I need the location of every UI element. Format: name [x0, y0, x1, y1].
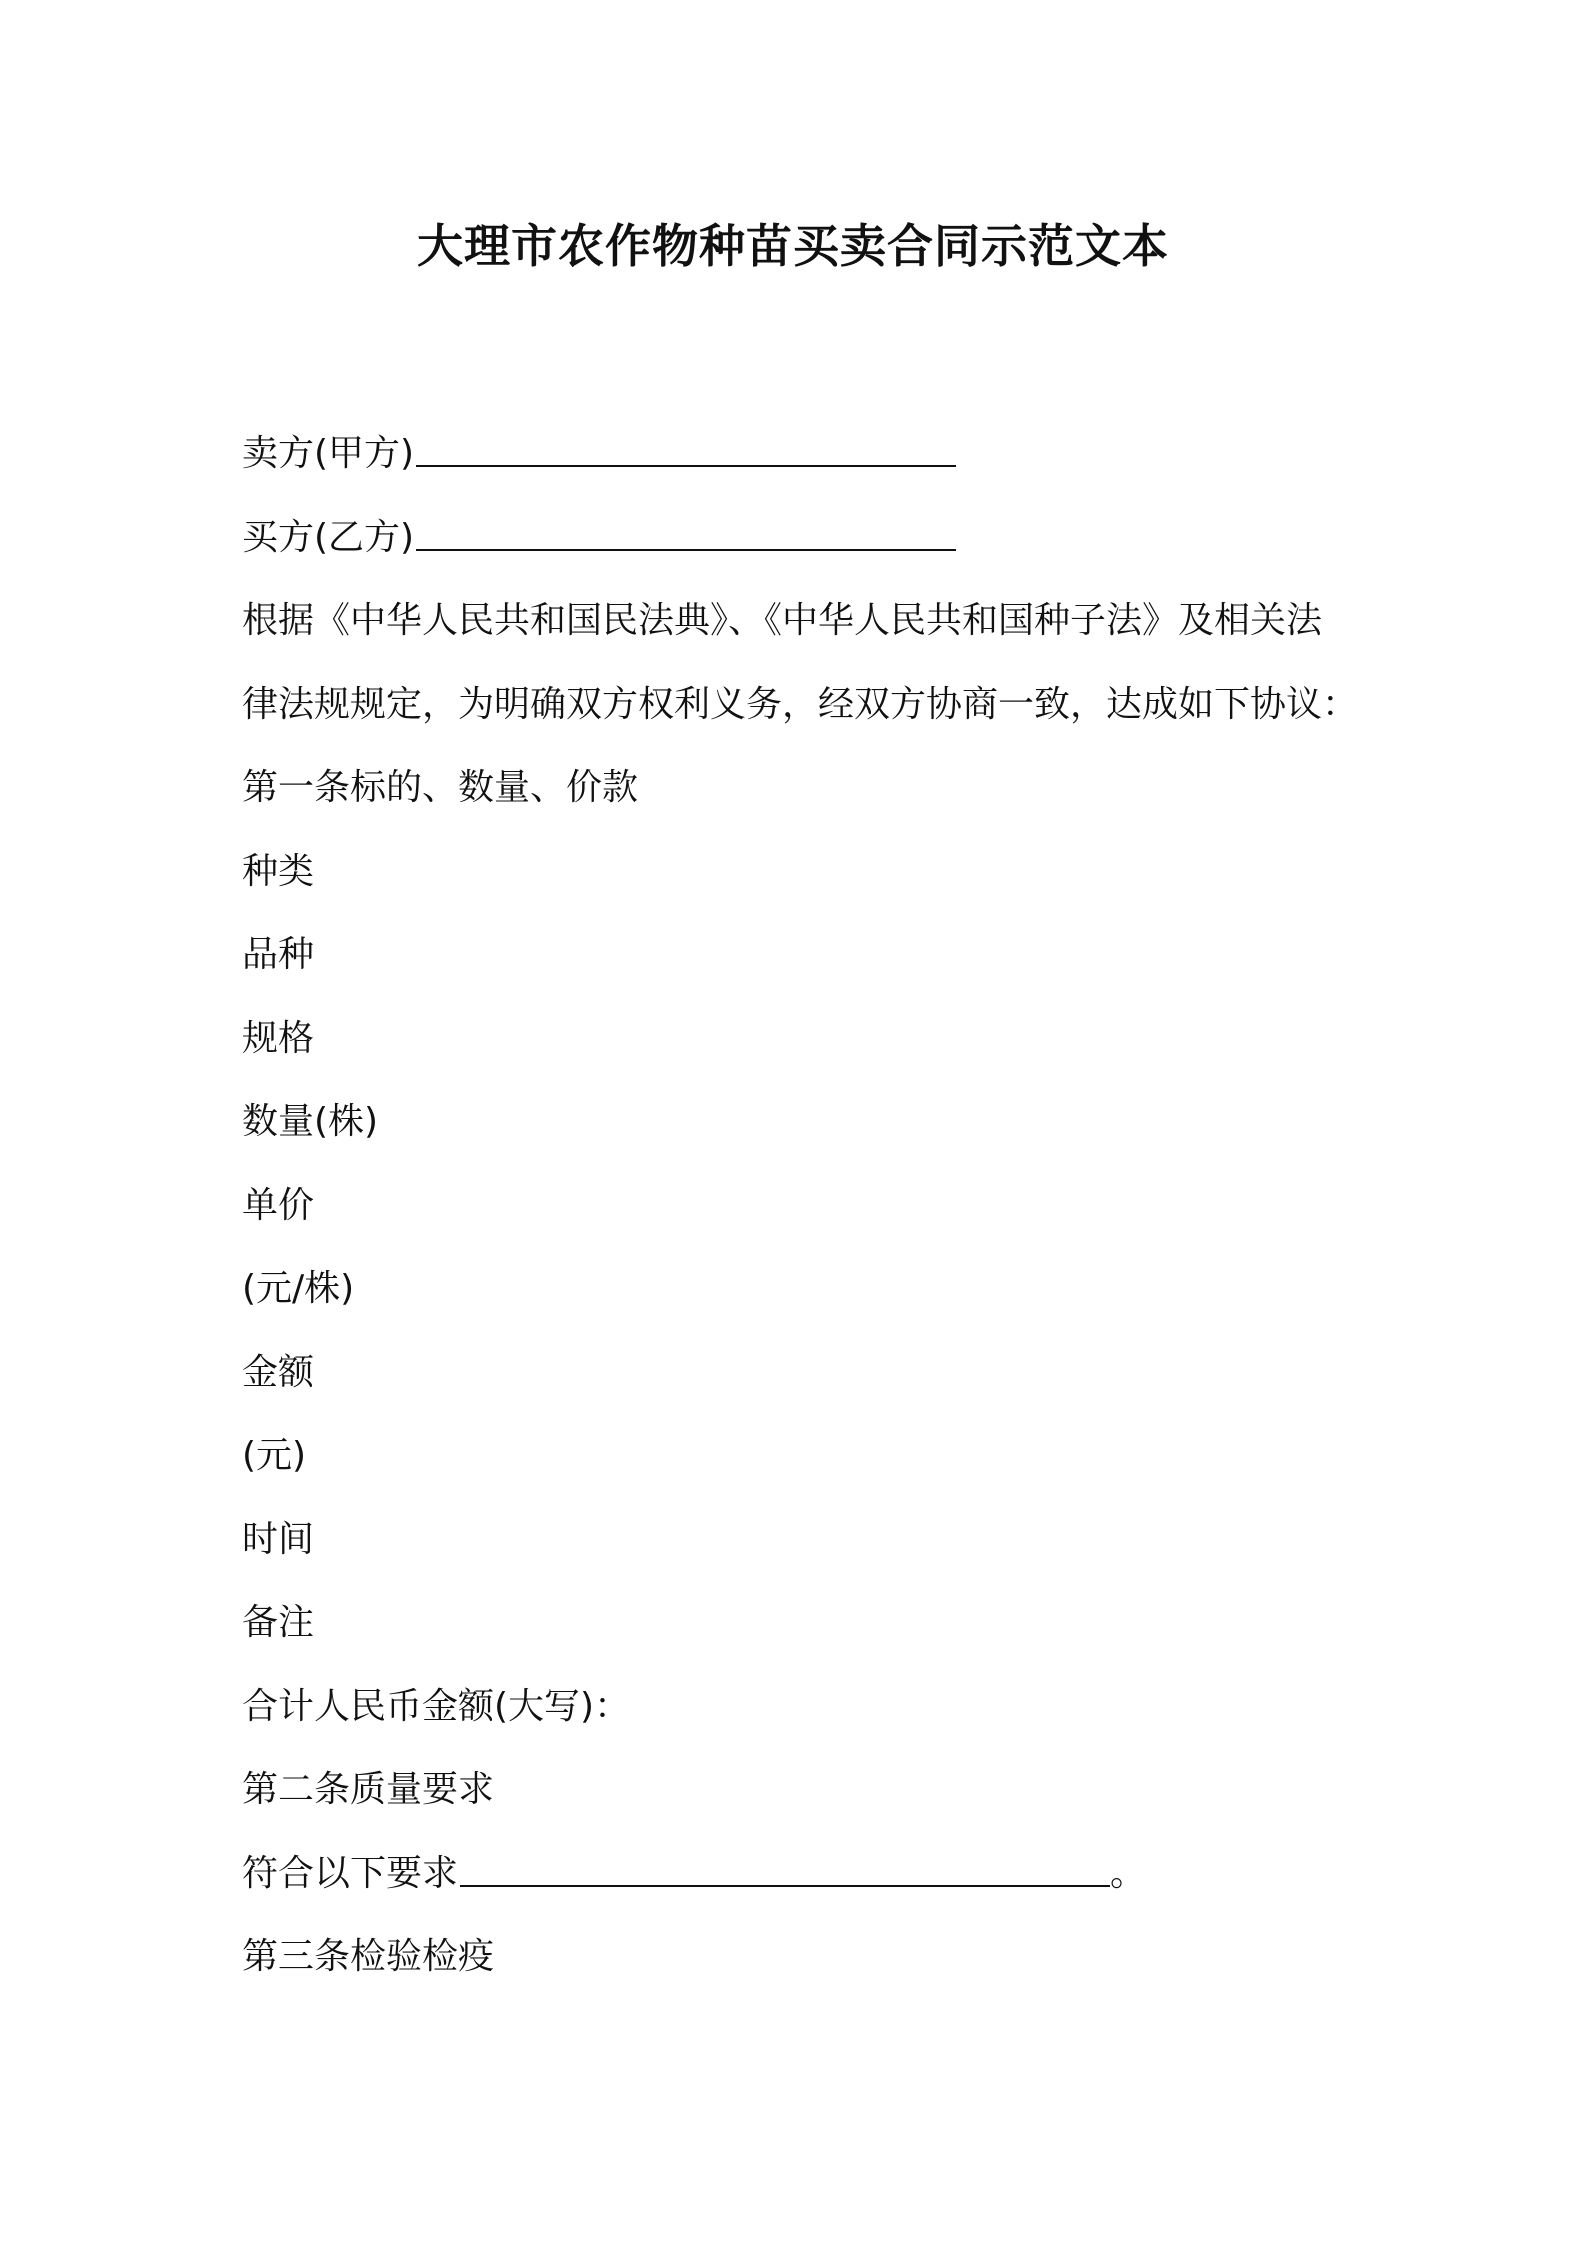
quality-line [242, 1832, 1392, 1916]
buyer-label: 买方(乙方) [242, 516, 415, 558]
field-amount: 金额 [242, 1351, 315, 1393]
field-time: 时间 [242, 1518, 315, 1560]
quality-blank [460, 1884, 1110, 1887]
intro-line-2: 律法规规定，为明确双方权利义务，经双方协商一致，达成如下协议： [242, 683, 1359, 725]
article-1-title: 第一条标的、数量、价款 [242, 767, 639, 808]
document-body [242, 412, 1392, 1999]
buyer-line [242, 496, 1392, 580]
quality-end-mark: 。 [1110, 1852, 1147, 1894]
field-unit-price-unit: (元/株) [242, 1268, 355, 1309]
field-amount-unit: (元) [242, 1435, 307, 1476]
buyer-blank [416, 548, 956, 551]
document-title: 大理市农作物种苗买卖合同示范文本 [417, 219, 1169, 273]
article-2-title: 第二条质量要求 [242, 1769, 495, 1810]
field-category: 种类 [242, 850, 315, 892]
field-quantity: 数量(株) [242, 1101, 379, 1142]
field-variety: 品种 [242, 934, 315, 975]
total-amount-line: 合计人民币金额(大写)： [242, 1685, 631, 1727]
field-unit-price: 单价 [242, 1184, 315, 1226]
seller-blank [416, 464, 956, 467]
seller-label: 卖方(甲方) [242, 433, 415, 474]
field-remarks: 备注 [242, 1602, 315, 1643]
quality-label: 符合以下要求 [242, 1852, 459, 1894]
field-specification: 规格 [242, 1017, 315, 1059]
article-3-title: 第三条检验检疫 [242, 1936, 495, 1977]
intro-line-1: 根据《中华人民共和国民法典》、《中华人民共和国种子法》及相关法 [242, 600, 1323, 641]
seller-line [242, 412, 1392, 496]
